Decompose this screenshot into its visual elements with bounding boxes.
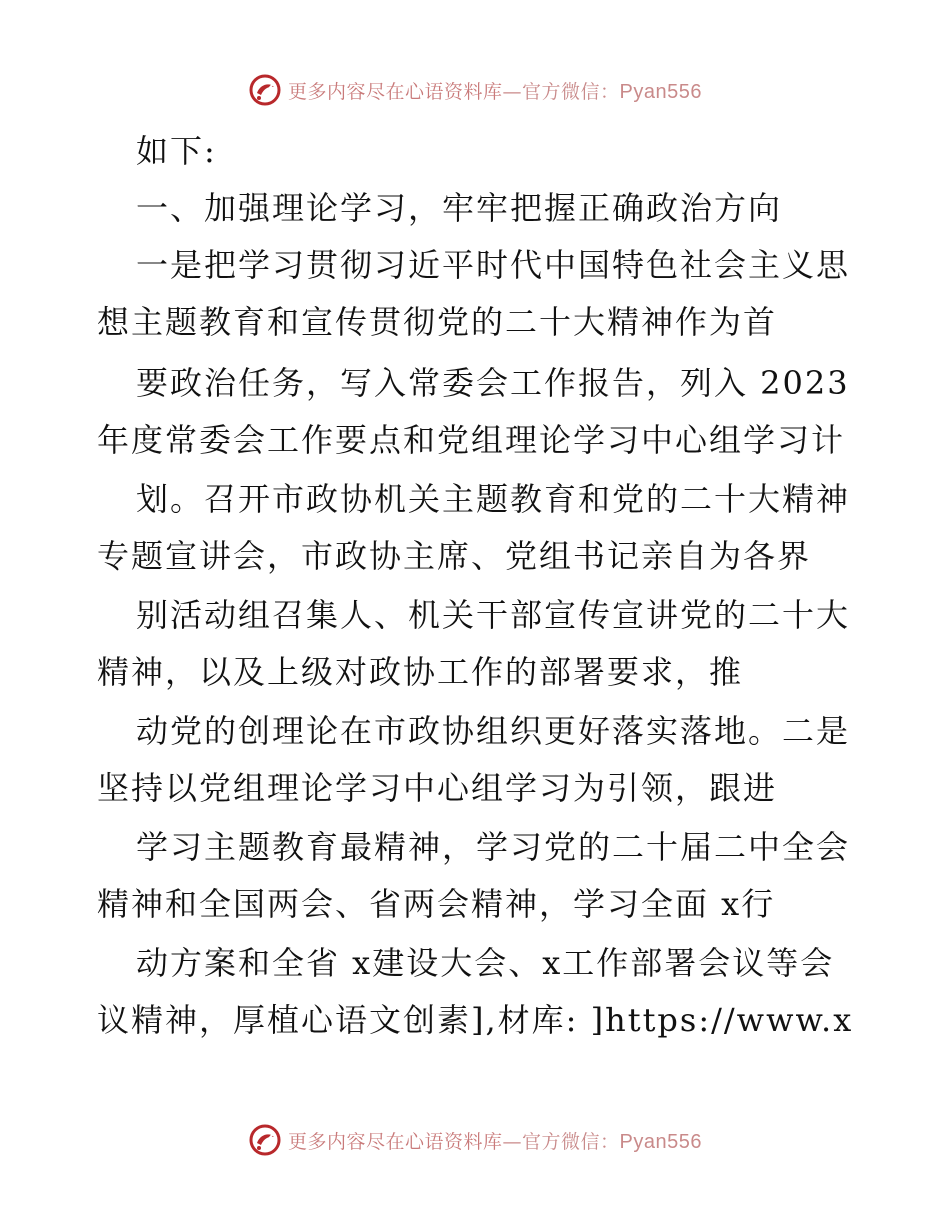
body-line: 想主题教育和宣传贯彻党的二十大精神作为首 [97,303,778,341]
body-line: 动党的创理论在市政协组织更好落实落地。二是 [136,712,851,750]
watermark-brand: 更多内容尽在心语资料库 [288,80,503,103]
watermark-handle: Pyan556 [619,1130,702,1153]
body-line: 动方案和全省 x建设大会、x工作部署会议等会 [136,944,835,982]
watermark-dash: — [502,1130,523,1153]
watermark-handle: Pyan556 [619,80,702,103]
body-line: 别活动组召集人、机关干部宣传宣讲党的二十大 [136,596,851,634]
body-line: 如下: [136,132,217,170]
section-heading: 一、加强理论学习，牢牢把握正确政治方向 [136,189,783,227]
body-line: 坚持以党组理论学习中心组学习为引领，跟进 [97,769,778,807]
body-line: 专题宣讲会，市政协主席、党组书记亲自为各界 [97,537,812,575]
footer-watermark [0,1120,950,1160]
body-line: 年度常委会工作要点和党组理论学习中心组学习计 [97,421,846,459]
body-line: 学习主题教育最精神，学习党的二十届二中全会 [136,828,851,866]
body-line: 议精神，厚植心语文创素],材库: ]https://www.x [97,1001,854,1039]
watermark-dash: — [502,80,523,103]
watermark-label: 官方微信： [522,80,620,103]
body-line: 划。召开市政协机关主题教育和党的二十大精神 [136,480,851,518]
logo-icon [248,73,282,107]
watermark-label: 官方微信： [522,1130,620,1153]
body-line: 要政治任务，写入常委会工作报告，列入 2023 [136,364,850,402]
header-watermark [0,70,950,110]
logo-icon [248,1123,282,1157]
watermark-brand: 更多内容尽在心语资料库 [288,1130,503,1153]
body-line: 一是把学习贯彻习近平时代中国特色社会主义思 [136,246,851,284]
body-line: 精神和全国两会、省两会精神，学习全面 x行 [97,885,776,923]
body-line: 精神，以及上级对政协工作的部署要求，推 [97,653,744,691]
